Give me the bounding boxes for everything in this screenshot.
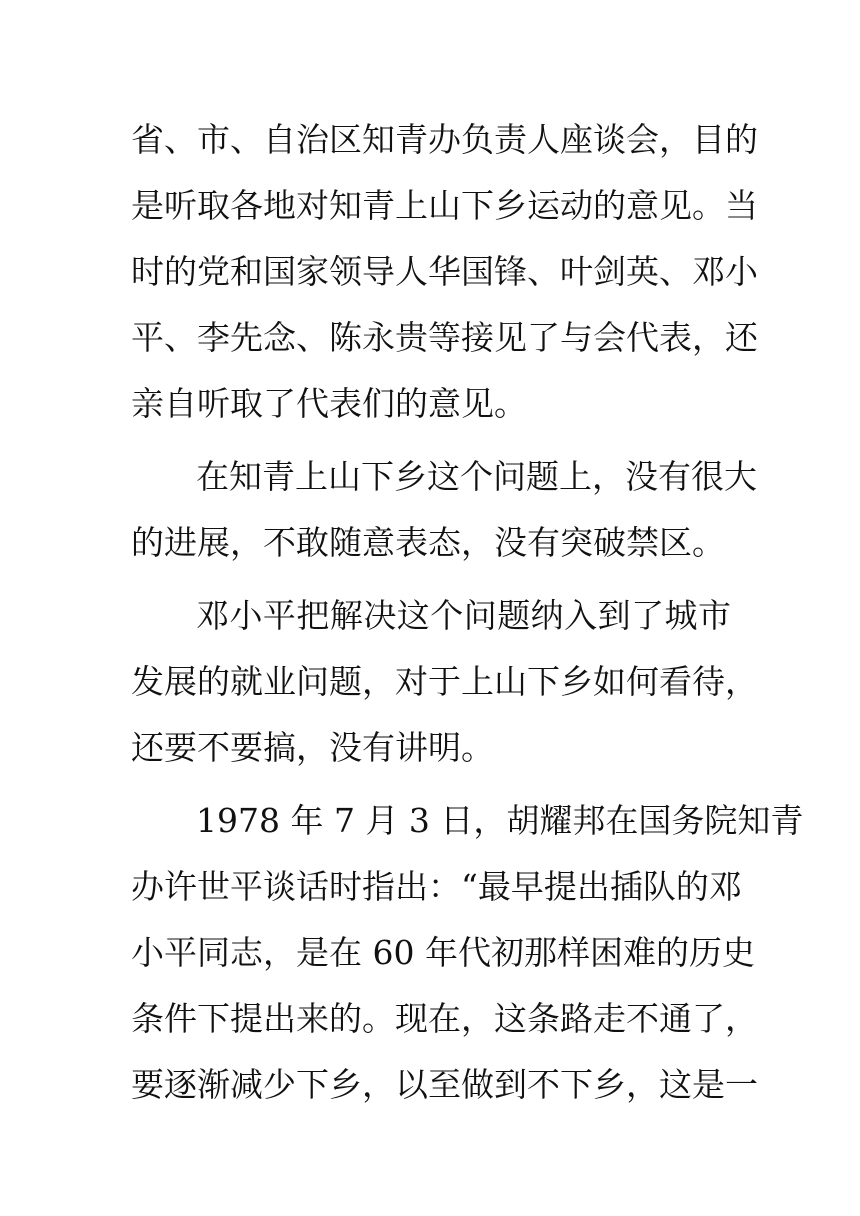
text-line: 办许世平谈话时指出：“最早提出插队的邓 xyxy=(131,867,742,906)
text-line: 小平同志，是在 60 年代初那样困难的历史 xyxy=(131,933,755,972)
text-line: 平、李先念、陈永贵等接见了与会代表，还 xyxy=(131,318,758,357)
text-line: 条件下提出来的。现在，这条路走不通了， xyxy=(131,999,758,1038)
text-line: 发展的就业问题，对于上山下乡如何看待， xyxy=(131,662,758,701)
text-line: 还要不要搞，没有讲明。 xyxy=(131,728,494,767)
paragraph-first-line: 邓小平把解决这个问题纳入到了城市 xyxy=(196,596,731,635)
text-line: 是听取各地对知青上山下乡运动的意见。当 xyxy=(131,186,758,225)
text-line: 时的党和国家领导人华国锋、叶剑英、邓小 xyxy=(131,252,758,291)
text-line: 的进展，不敢随意表态，没有突破禁区。 xyxy=(131,523,725,562)
text-line: 亲自听取了代表们的意见。 xyxy=(131,384,527,423)
text-line: 要逐渐减少下乡，以至做到不下乡，这是一 xyxy=(131,1065,758,1104)
paragraph-first-line: 1978 年 7 月 3 日，胡耀邦在国务院知青 xyxy=(196,801,804,840)
text-line: 省、市、自治区知青办负责人座谈会，目的 xyxy=(131,120,758,159)
paragraph-first-line: 在知青上山下乡这个问题上，没有很大 xyxy=(196,457,757,496)
